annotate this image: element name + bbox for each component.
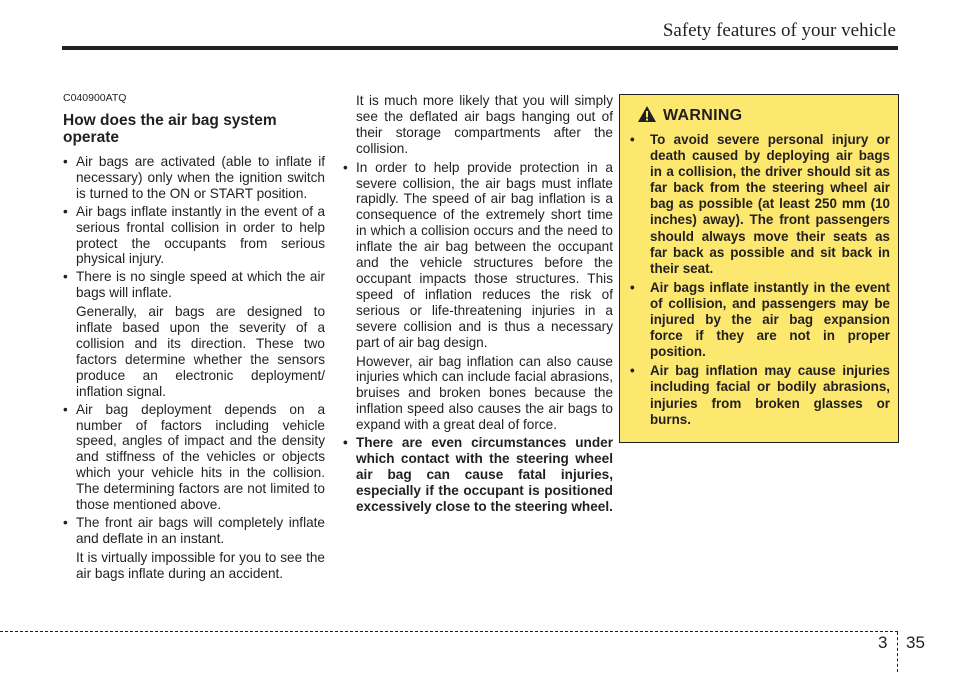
- warning-box: [619, 94, 899, 443]
- list-item: [63, 269, 325, 301]
- list-item: [343, 160, 613, 351]
- sub-paragraph: Generally, air bags are designed to inflate based upon the severity of a collision and its direction. These two factors determine whether the sensors produce an electronic deployment/ inflation signal.: [76, 304, 325, 399]
- bullet-marker: •: [63, 401, 68, 417]
- bullet-marker: •: [63, 269, 68, 285]
- footer-rule: [0, 631, 898, 632]
- section-code: C040900ATQ: [63, 92, 127, 104]
- sub-paragraph: It is virtually impossible for you to see the air bags inflate during an accident.: [76, 549, 325, 581]
- bullet-list: [63, 402, 325, 547]
- chapter-number: 3: [878, 633, 888, 652]
- warning-list: [628, 132, 890, 431]
- page-number-divider: [897, 632, 898, 672]
- running-header: Safety features of your vehicle: [662, 20, 896, 41]
- bullet-marker: •: [63, 203, 68, 219]
- bullet-marker: •: [630, 279, 635, 295]
- bullet-list: [63, 154, 325, 301]
- warning-item: [628, 363, 890, 427]
- list-item-text: Air bags are activated (able to inflate if necessary) only when the ignition switch is turned to the ON or START position.: [76, 154, 325, 201]
- section-heading: How does the air bag system operate: [63, 112, 277, 146]
- list-item: [63, 154, 325, 202]
- sub-paragraph: However, air bag inflation can also cause injuries which can include facial abrasions, bruises and broken bones because the inflation speed also causes the air bags to expand with a great deal of force.: [356, 353, 613, 433]
- page-number: 35: [906, 633, 925, 652]
- bullet-marker: •: [630, 132, 635, 147]
- warning-item-text: Air bag inflation may cause injuries including facial or bodily abrasions, injuries from broken glasses or burns.: [650, 363, 890, 427]
- warning-title: WARNING: [663, 107, 743, 124]
- list-item: [63, 515, 325, 547]
- bullet-marker: •: [343, 159, 348, 175]
- list-item-text: In order to help provide protection in a severe collision, the air bags must inflate rapidly. The speed of air bag inflation is a consequence of the extremely short time in which a collision occurs and the need to inflate the air bag between the occupant and the vehicle structures before the occupant impacts those structures. This speed of inflation reduces the risk of serious or life-threatening injuries in a severe collision and is thus a necessary part of air bag design.: [356, 159, 613, 350]
- list-item: [63, 402, 325, 513]
- list-item-text: There is no single speed at which the air bags will inflate.: [76, 269, 325, 301]
- warning-item: [628, 132, 890, 277]
- bullet-marker: •: [63, 154, 68, 169]
- warning-item-text: To avoid severe personal injury or death caused by deploying air bags in a collision, the driver should sit as far back from the steering wheel air bag as possible (at least 250 mm (10 inches) away). The front passengers should always move their seats as far back as possible and sit back in their seat.: [650, 132, 890, 276]
- bullet-marker: •: [630, 363, 635, 379]
- warning-triangle-icon: [637, 105, 657, 128]
- middle-column: [343, 93, 613, 517]
- list-item: [63, 204, 325, 268]
- bullet-list: [343, 160, 613, 351]
- list-item: [343, 435, 613, 515]
- header-rule: [62, 46, 898, 50]
- list-item-text: Air bag deployment depends on a number of factors including vehicle speed, angles of impact and the density and stiffness of the vehicles or objects which your vehicle hits in the collision. The determining factors are not limited to those mentioned above.: [76, 401, 325, 513]
- warning-header: [637, 106, 742, 126]
- list-item-text: The front air bags will completely inflate and deflate in an instant.: [76, 514, 325, 546]
- warning-item-text: Air bags inflate instantly in the event of collision, and passengers may be injured by the air bag expansion force if they are not in proper position.: [650, 279, 890, 360]
- bullet-list: [343, 435, 613, 515]
- bullet-marker: •: [343, 435, 348, 451]
- left-column: [63, 92, 325, 584]
- bullet-marker: •: [63, 514, 68, 530]
- list-item-text: There are even circumstances under which contact with the steering wheel air bag can cause fatal injuries, especially if the occupant is positioned excessively close to the steering wheel.: [356, 435, 613, 514]
- continued-paragraph: It is much more likely that you will simply see the deflated air bags hanging out of their storage compartments after the collision.: [356, 93, 613, 156]
- list-item-text: Air bags inflate instantly in the event of a serious frontal collision in order to help protect the occupants from serious physical injury.: [76, 203, 325, 267]
- warning-item: [628, 280, 890, 360]
